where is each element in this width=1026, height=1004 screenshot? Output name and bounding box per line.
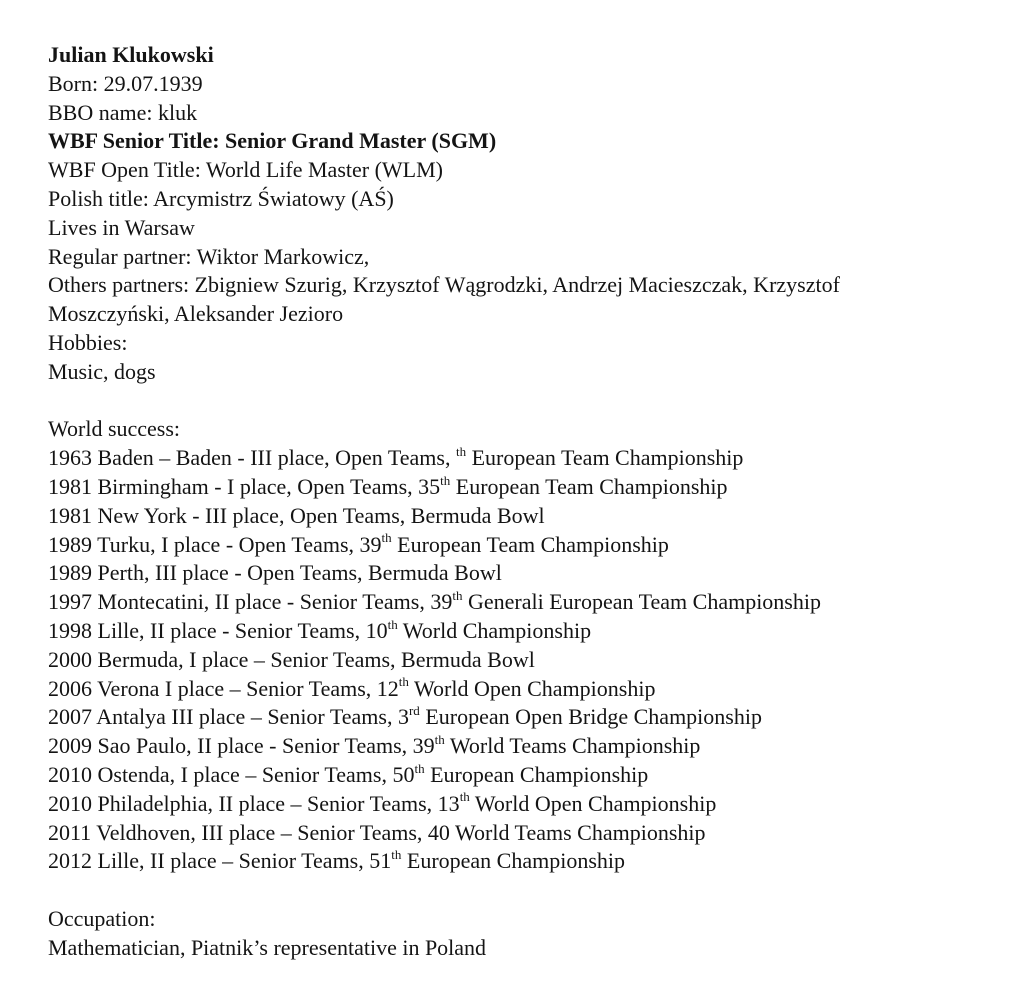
world-success-heading: World success: bbox=[48, 416, 181, 442]
success-item bbox=[48, 732, 1008, 761]
success-item bbox=[48, 703, 1008, 732]
success-item-text: 1997 Montecatini, II place - Senior Teams, 39 bbox=[48, 589, 453, 615]
success-item-event: World Open Championship bbox=[408, 675, 656, 701]
success-item-event: World Open Championship bbox=[469, 790, 717, 816]
success-item-text: 2007 Antalya III place – Senior Teams, 3 bbox=[48, 704, 409, 730]
success-item-text: 2009 Sao Paulo, II place - Senior Teams, 39 bbox=[48, 733, 435, 759]
success-item-event: European Team Championship bbox=[391, 531, 669, 557]
success-item-text: 2000 Bermuda, I place – Senior Teams, Bermuda Bowl bbox=[48, 646, 535, 672]
wbf-senior-title: WBF Senior Title: Senior Grand Master (SGM) bbox=[48, 128, 497, 154]
success-item bbox=[48, 473, 1008, 502]
success-item-event: Generali European Team Championship bbox=[462, 589, 821, 615]
success-item-text: 1989 Perth, III place - Open Teams, Bermuda Bowl bbox=[48, 560, 502, 586]
ordinal-suffix: th bbox=[391, 846, 402, 862]
success-item-event: European Championship bbox=[424, 761, 649, 787]
success-item-text: 1981 Birmingham - I place, Open Teams, 35 bbox=[48, 473, 441, 499]
success-item-text: 2006 Verona I place – Senior Teams, 12 bbox=[48, 675, 399, 701]
bbo-name: BBO name: kluk bbox=[48, 99, 198, 125]
ordinal-suffix: th bbox=[414, 760, 425, 776]
success-item-text: 1981 New York - III place, Open Teams, Bermuda Bowl bbox=[48, 502, 545, 528]
success-item bbox=[48, 502, 1008, 531]
regular-partner: Regular partner: Wiktor Markowicz, bbox=[48, 243, 370, 269]
success-item bbox=[48, 646, 1008, 675]
success-item-text: 1989 Turku, I place - Open Teams, 39 bbox=[48, 531, 382, 557]
success-item-text: 1998 Lille, II place - Senior Teams, 10 bbox=[48, 617, 388, 643]
wbf-open-title: WBF Open Title: World Life Master (WLM) bbox=[48, 157, 444, 183]
success-item bbox=[48, 588, 1008, 617]
success-item bbox=[48, 847, 1008, 876]
success-item-text: 2010 Philadelphia, II place – Senior Teams, 13 bbox=[48, 790, 460, 816]
success-item-event: European Team Championship bbox=[466, 445, 744, 471]
ordinal-suffix: th bbox=[459, 789, 470, 805]
ordinal-suffix: th bbox=[398, 674, 409, 690]
success-item bbox=[48, 819, 1008, 848]
ordinal-suffix: th bbox=[440, 472, 451, 488]
other-partners-line-1: Others partners: Zbigniew Szurig, Krzysztof Wągrodzki, Andrzej Macieszczak, Krzysztof bbox=[48, 272, 840, 298]
success-item-text: 2010 Ostenda, I place – Senior Teams, 50 bbox=[48, 761, 415, 787]
success-item-event: World Teams Championship bbox=[444, 733, 701, 759]
success-item-event: European Open Bridge Championship bbox=[419, 704, 762, 730]
success-item bbox=[48, 444, 1008, 473]
hobbies-value: Music, dogs bbox=[48, 358, 156, 384]
success-item-text: 2012 Lille, II place – Senior Teams, 51 bbox=[48, 848, 392, 874]
ordinal-suffix: th bbox=[381, 530, 392, 546]
hobbies-label: Hobbies: bbox=[48, 329, 128, 355]
ordinal-suffix: rd bbox=[408, 703, 420, 718]
success-item bbox=[48, 790, 1008, 819]
born-date: Born: 29.07.1939 bbox=[48, 70, 203, 96]
spacer bbox=[48, 876, 1008, 905]
success-item-text: 1963 Baden – Baden - III place, Open Teams, bbox=[48, 445, 456, 471]
success-item bbox=[48, 559, 1008, 588]
success-item bbox=[48, 617, 1008, 646]
ordinal-suffix: th bbox=[387, 616, 398, 632]
success-item-event: World Championship bbox=[397, 617, 592, 643]
player-name: Julian Klukowski bbox=[48, 42, 214, 67]
document bbox=[48, 41, 1008, 963]
occupation-value: Mathematician, Piatnik’s representative in Poland bbox=[48, 934, 487, 960]
ordinal-suffix: th bbox=[452, 587, 463, 603]
success-item bbox=[48, 761, 1008, 790]
success-item bbox=[48, 675, 1008, 704]
occupation-label: Occupation: bbox=[48, 905, 156, 931]
success-item-event: European Championship bbox=[401, 848, 626, 874]
world-success-list bbox=[48, 444, 1008, 876]
polish-title: Polish title: Arcymistrz Światowy (AŚ) bbox=[48, 185, 394, 211]
success-item-text: 2011 Veldhoven, III place – Senior Teams, 40 World Teams Championship bbox=[48, 819, 706, 845]
success-item-event: European Team Championship bbox=[450, 473, 728, 499]
success-item bbox=[48, 531, 1008, 560]
ordinal-suffix: th bbox=[434, 731, 445, 747]
other-partners-line-2: Moszczyński, Aleksander Jezioro bbox=[48, 301, 344, 327]
ordinal-suffix: th bbox=[455, 443, 467, 459]
spacer bbox=[48, 387, 1008, 416]
residence: Lives in Warsaw bbox=[48, 214, 195, 240]
